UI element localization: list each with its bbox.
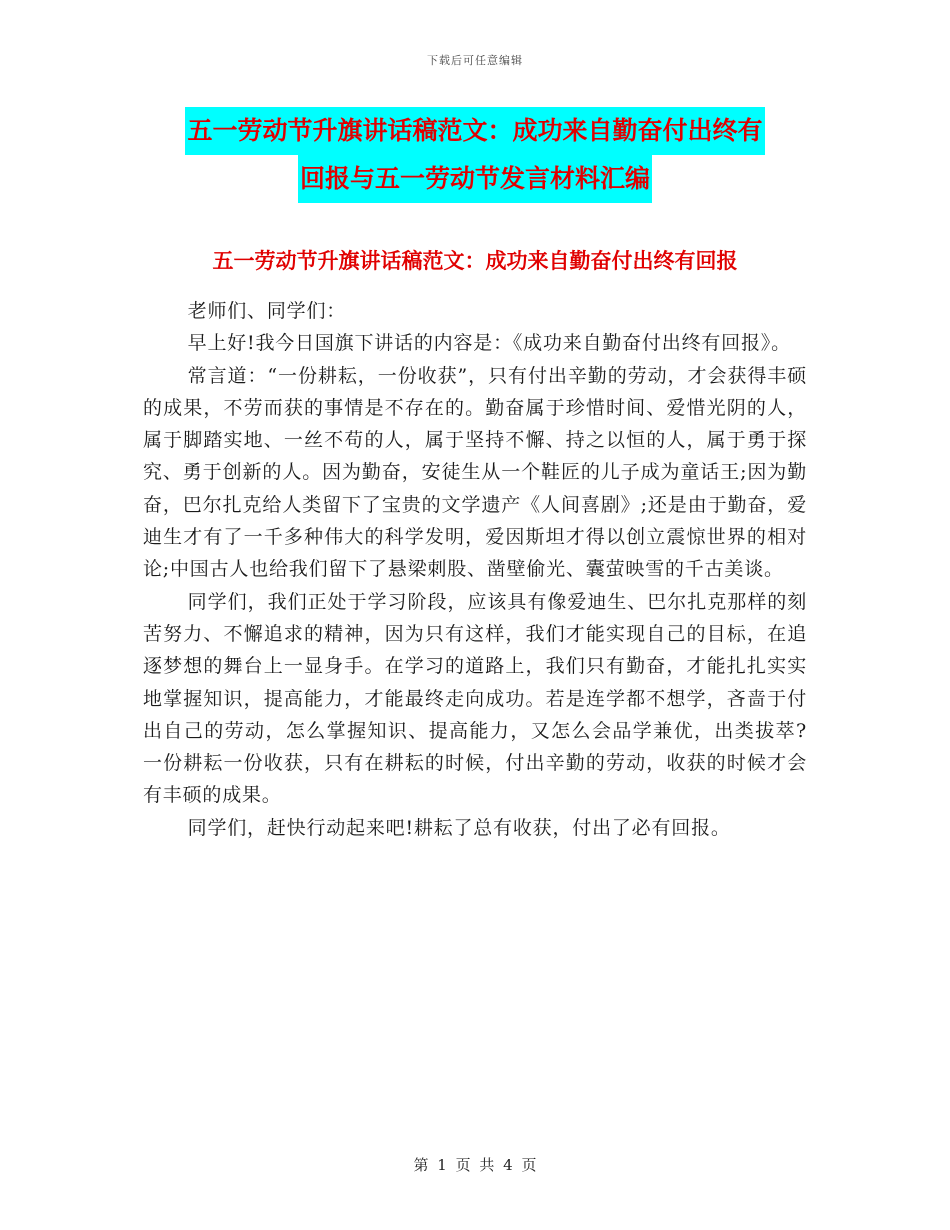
header-note: 下载后可任意编辑	[427, 54, 523, 67]
page-number: 第 1 页 共 4 页	[413, 1156, 537, 1174]
body-paragraph: 早上好!我今日国旗下讲话的内容是：《成功来自勤奋付出终有回报》。	[187, 332, 791, 355]
body-paragraph: 同学们，赶快行动起来吧!耕耘了总有收获，付出了必有回报。	[187, 816, 731, 839]
salutation: 老师们、同学们：	[187, 300, 347, 322]
document-title-line-2: 回报与五一劳动节发言材料汇编	[298, 155, 652, 203]
document-title	[0, 107, 950, 203]
document-body	[143, 295, 807, 844]
document-title-line-1: 五一劳动节升旗讲话稿范文：成功来自勤奋付出终有	[185, 107, 764, 155]
body-paragraph: 常言道：“一份耕耘，一份收获”，只有付出辛勤的劳动，才会获得丰硕的成果，不劳而获的事情是不存在的。勤奋属于珍惜时间、爱惜光阴的人，属于脚踏实地、一丝不苟的人，属于坚持不懈、持之以恒的人，属于勇于探究、勇于创新的人。因为勤奋，安徒生从一个鞋匠的儿子成为童话王;因为勤奋，巴尔扎克给人类留下了宝贵的文学遗产《人间喜剧》;还是由于勤奋，爱迪生才有了一千多种伟大的科学发明，爱因斯坦才得以创立震惊世界的相对论;中国古人也给我们留下了悬梁刺股、凿壁偷光、囊萤映雪的千古美谈。	[143, 364, 807, 581]
body-paragraph: 同学们，我们正处于学习阶段，应该具有像爱迪生、巴尔扎克那样的刻苦努力、不懈追求的精神，因为只有这样，我们才能实现自己的目标，在追逐梦想的舞台上一显身手。在学习的道路上，我们只有勤奋，才能扎扎实实地掌握知识，提高能力，才能最终走向成功。若是连学都不想学，吝啬于付出自己的劳动，怎么掌握知识、提高能力，又怎么会品学兼优，出类拔萃?一份耕耘一份收获，只有在耕耘的时候，付出辛勤的劳动，收获的时候才会有丰硕的成果。	[143, 590, 807, 807]
section-title: 五一劳动节升旗讲话稿范文：成功来自勤奋付出终有回报	[212, 249, 738, 273]
